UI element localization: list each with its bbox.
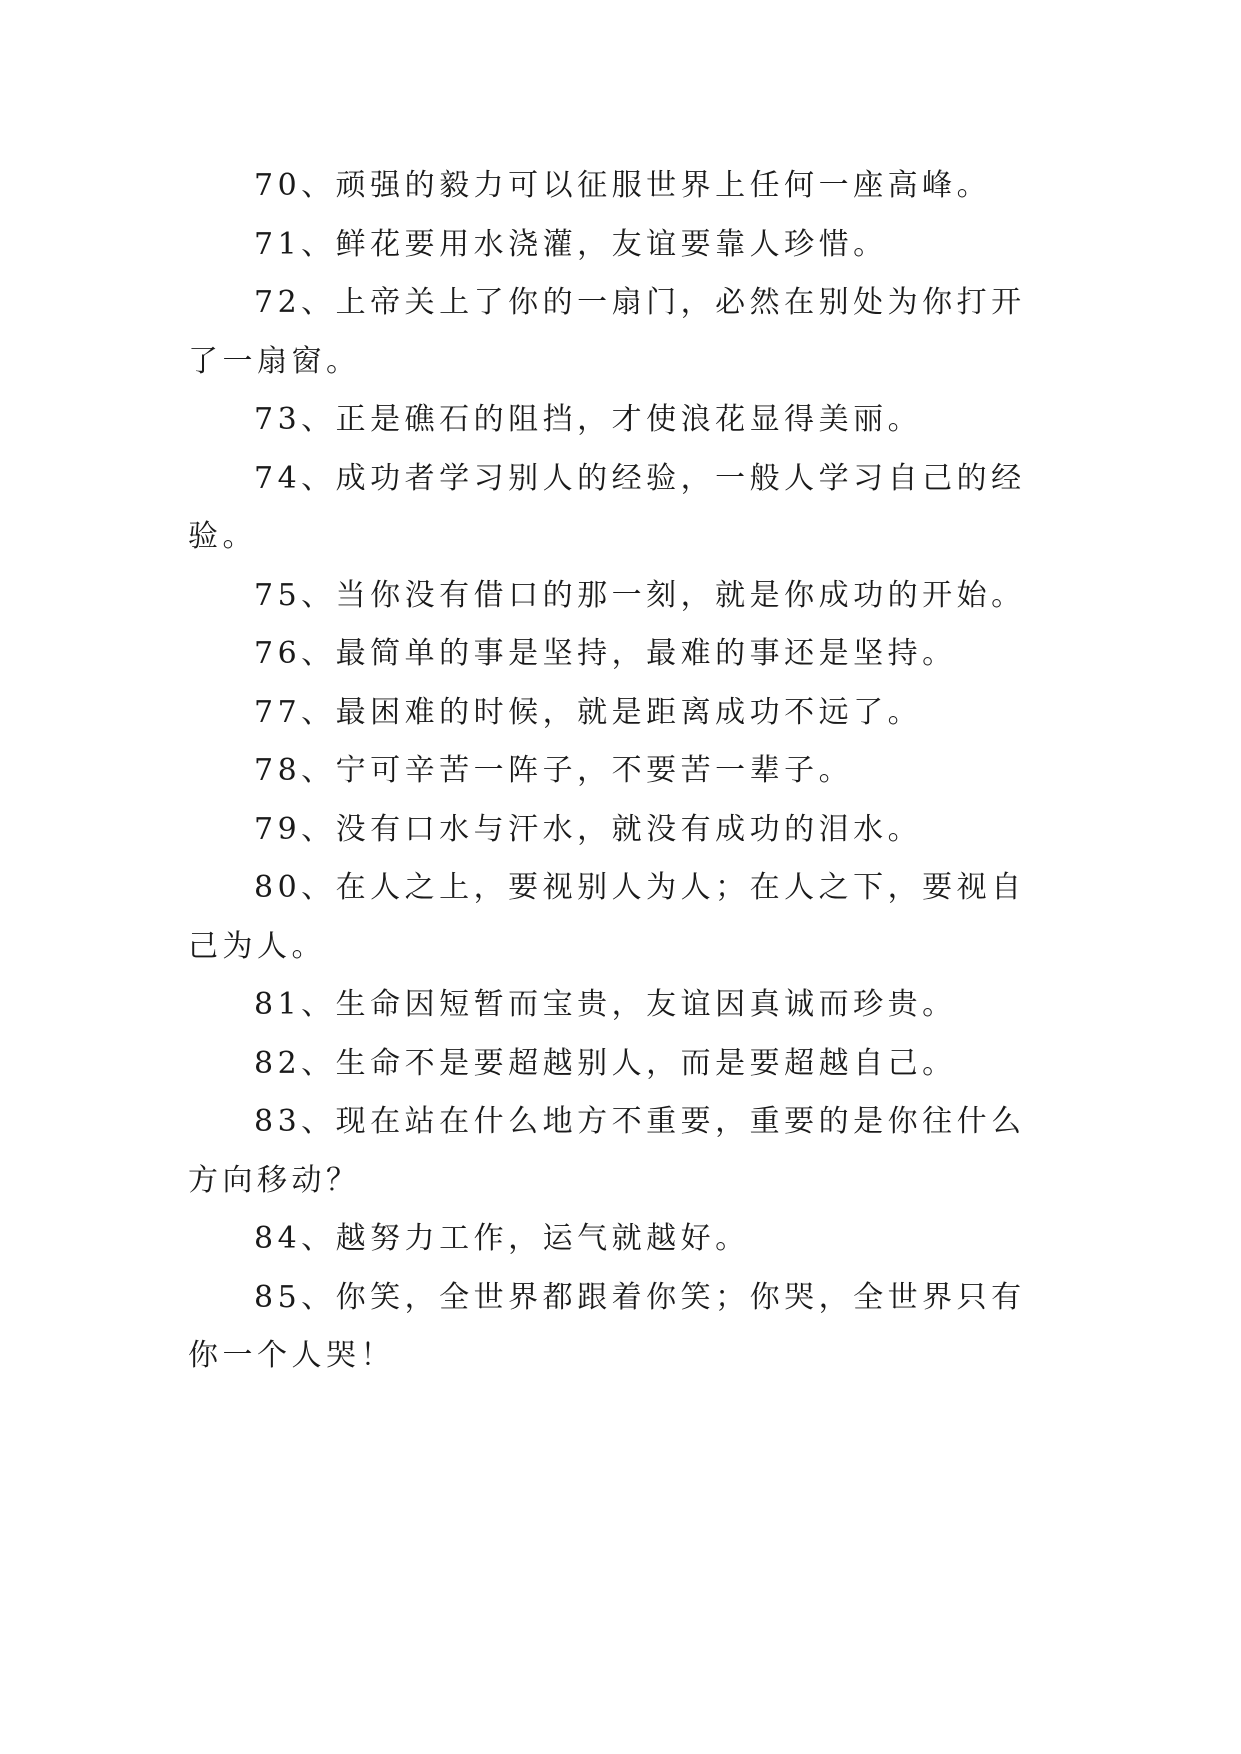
quote-item-80: 80、在人之上，要视别人为人；在人之下，要视自己为人。	[188, 870, 1026, 964]
quote-item-77: 77、最困难的时候，就是距离成功不远了。	[254, 694, 923, 730]
quote-item-81: 81、生命因短暂而宝贵，友谊因真诚而珍贵。	[254, 987, 957, 1022]
quote-list	[188, 157, 1058, 1386]
quote-item-78: 78、宁可辛苦一阵子，不要苦一辈子。	[254, 753, 854, 788]
quote-item-84: 84、越努力工作，运气就越好。	[254, 1221, 750, 1256]
quote-item-76: 76、最简单的事是坚持，最难的事还是坚持。	[254, 636, 957, 671]
quote-item-71: 71、鲜花要用水浇灌，友谊要靠人珍惜。	[254, 226, 888, 262]
quote-item-85: 85、你笑，全世界都跟着你笑；你哭，全世界只有你一个人哭！	[188, 1279, 1026, 1373]
quote-item-79: 79、没有口水与汗水，就没有成功的泪水。	[254, 811, 923, 847]
quote-item-70: 70、顽强的毅力可以征服世界上任何一座高峰。	[254, 168, 992, 203]
quote-item-74: 74、成功者学习别人的经验，一般人学习自己的经验。	[188, 460, 1026, 554]
quote-item-82: 82、生命不是要超越别人，而是要超越自己。	[254, 1045, 957, 1081]
quote-item-83: 83、现在站在什么地方不重要，重要的是你往什么方向移动？	[188, 1104, 1026, 1198]
quote-item-73: 73、正是礁石的阻挡，才使浪花显得美丽。	[254, 402, 923, 437]
quote-item-75: 75、当你没有借口的那一刻，就是你成功的开始。	[254, 577, 1026, 613]
quote-item-72: 72、上帝关上了你的一扇门，必然在别处为你打开了一扇窗。	[188, 285, 1026, 379]
